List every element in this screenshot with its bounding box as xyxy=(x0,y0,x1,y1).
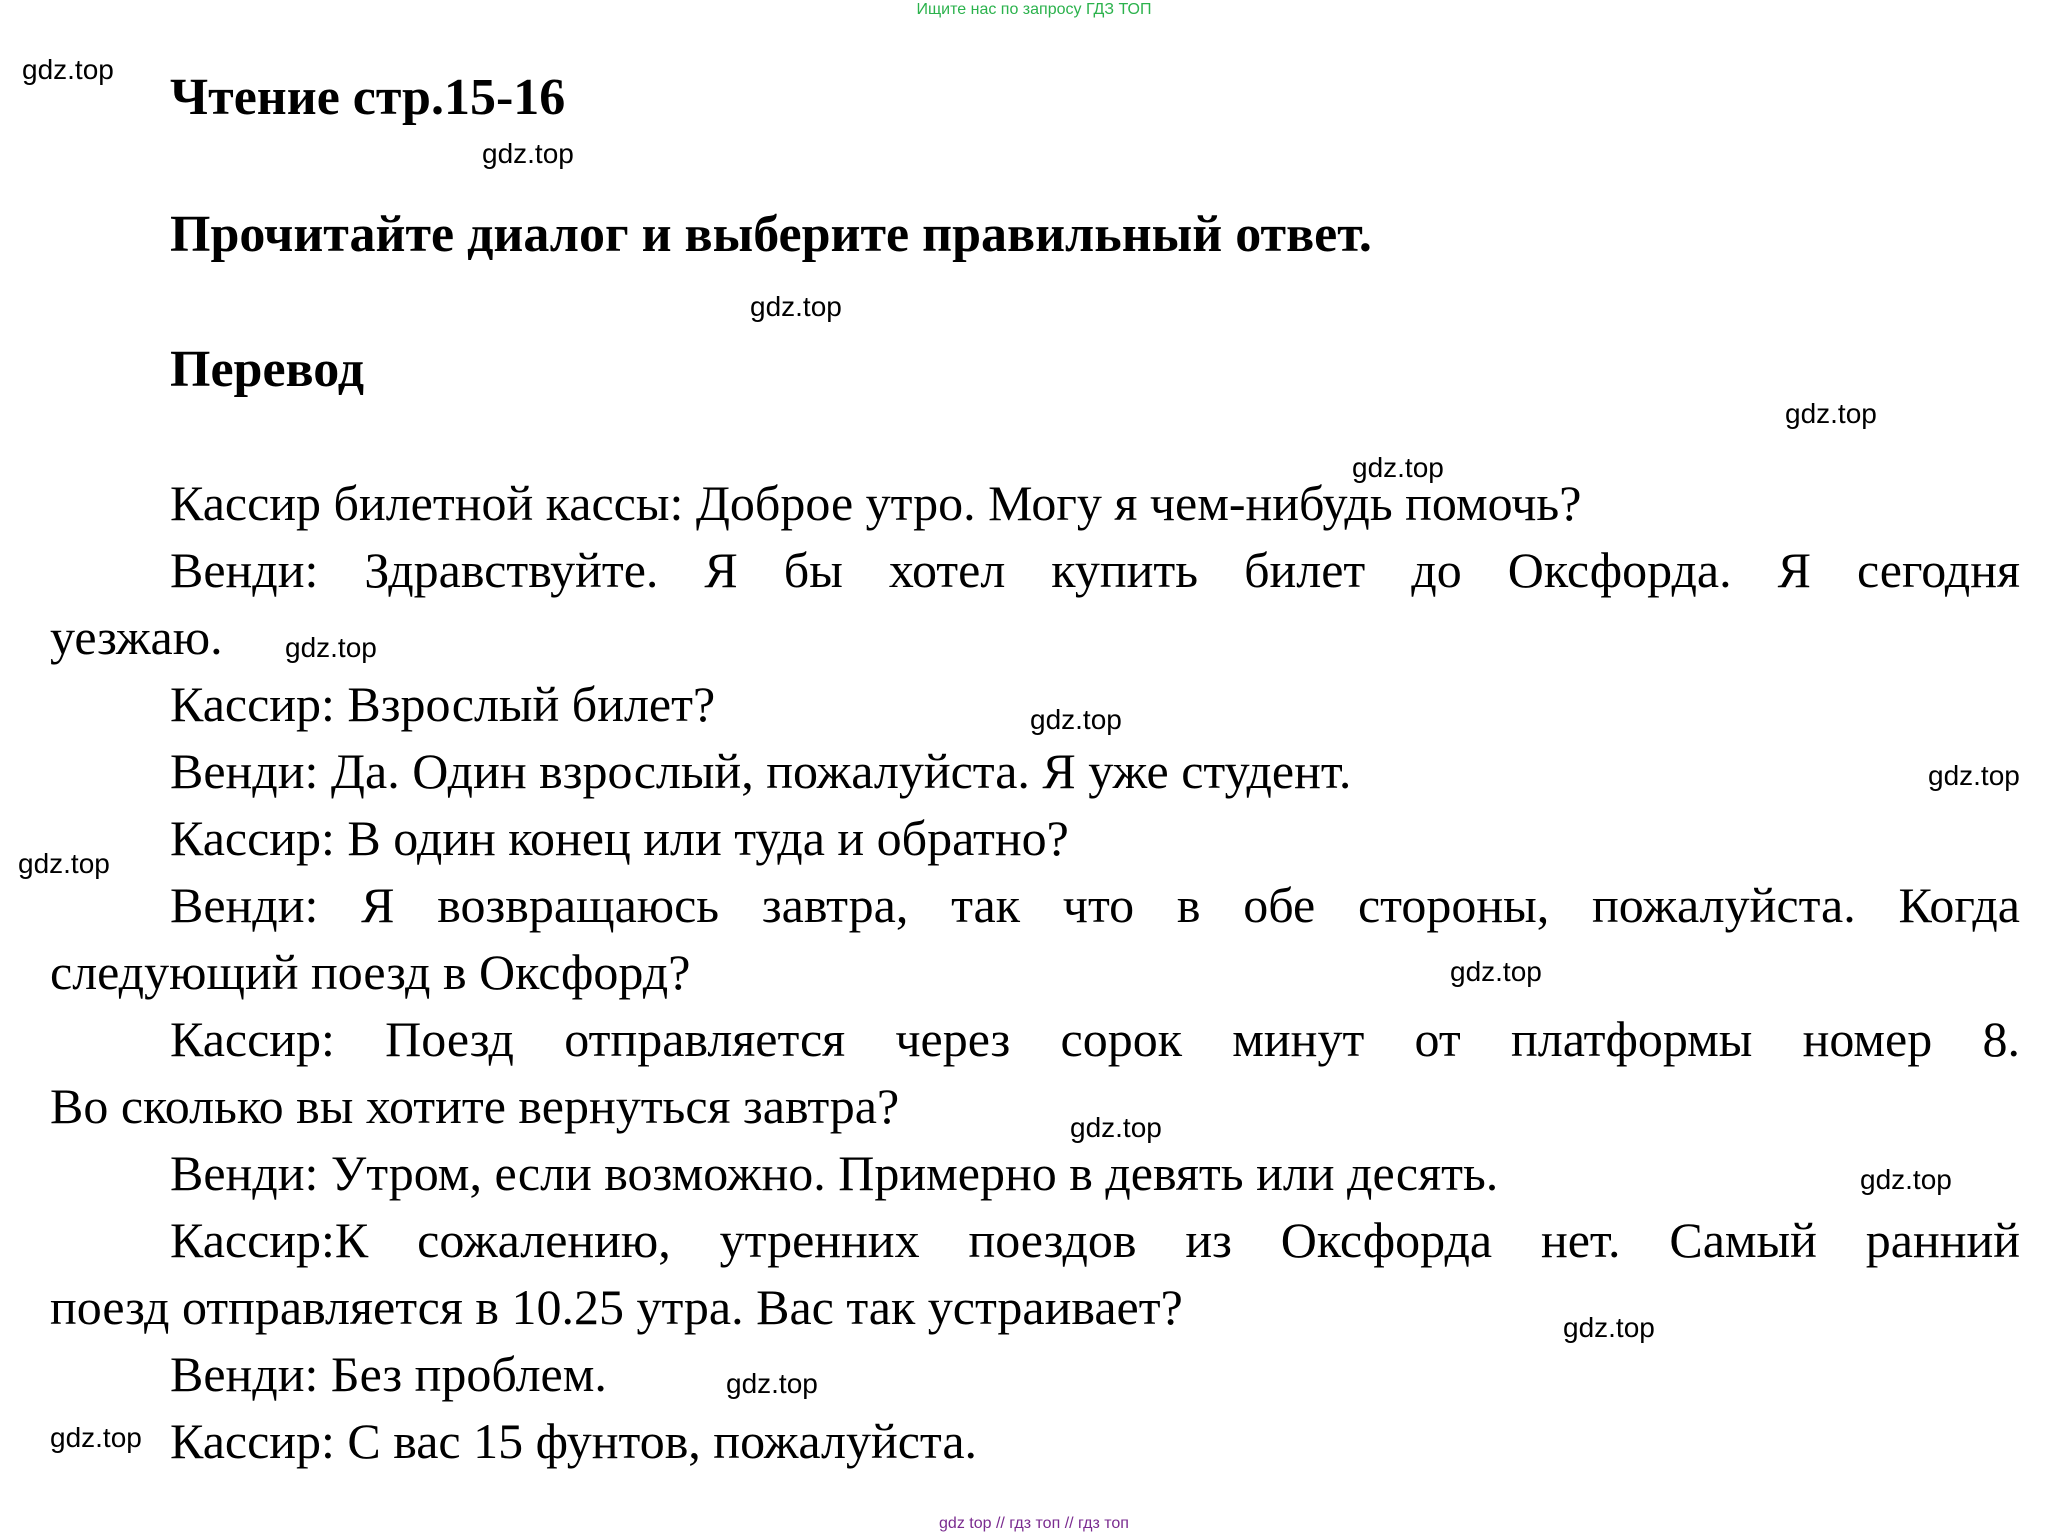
watermark: gdz.top xyxy=(1785,398,1877,429)
watermark: gdz.top xyxy=(1070,1112,1162,1143)
footer-links: gdz top // гдз топ // гдз топ xyxy=(939,1515,1129,1532)
watermark: gdz.top xyxy=(1563,1312,1655,1343)
dialog-line: Кассир: В один конец или туда и обратно? xyxy=(170,810,1069,866)
watermark: gdz.top xyxy=(1352,452,1444,483)
watermark: gdz.top xyxy=(1030,704,1122,735)
dialog-text xyxy=(50,470,2020,1475)
dialog-line: Кассир: С вас 15 фунтов, пожалуйста. xyxy=(170,1413,978,1469)
dialog-line: Венди: Я возвращаюсь завтра, так что в обе стороны, пожалуйста. Когда xyxy=(170,877,2020,933)
dialog-line: Венди: Да. Один взрослый, пожалуйста. Я уже студент. xyxy=(170,743,1352,799)
watermark: gdz.top xyxy=(22,54,114,85)
dialog-line: Кассир: Поезд отправляется через сорок минут от платформы номер 8. xyxy=(170,1011,2020,1067)
page-title: Чтение стр.15-16 xyxy=(170,69,566,126)
watermark: gdz.top xyxy=(285,632,377,663)
watermark: gdz.top xyxy=(1928,760,2020,791)
watermark: gdz.top xyxy=(750,291,842,322)
dialog-line: Кассир билетной кассы: Доброе утро. Могу я чем-нибудь помочь? xyxy=(170,475,1582,531)
dialog-line: Венди: Здравствуйте. Я бы хотел купить билет до Оксфорда. Я сегодня xyxy=(170,542,2020,598)
watermark: gdz.top xyxy=(50,1422,142,1453)
dialog-line: поезд отправляется в 10.25 утра. Вас так устраивает? xyxy=(50,1279,1183,1335)
search-banner: Ищите нас по запросу ГДЗ ТОП xyxy=(916,1,1152,18)
dialog-line: Венди: Без проблем. xyxy=(170,1346,607,1402)
instruction-heading: Прочитайте диалог и выберите правильный ответ. xyxy=(170,206,1372,263)
watermark: gdz.top xyxy=(1860,1164,1952,1195)
dialog-line: Кассир:К сожалению, утренних поездов из Оксфорда нет. Самый ранний xyxy=(170,1212,2020,1268)
dialog-line: уезжаю. xyxy=(50,609,223,665)
dialog-line: следующий поезд в Оксфорд? xyxy=(50,944,691,1000)
dialog-line: Кассир: Взрослый билет? xyxy=(170,676,716,732)
watermark: gdz.top xyxy=(18,848,110,879)
watermark: gdz.top xyxy=(1450,956,1542,987)
section-heading: Перевод xyxy=(170,341,365,398)
dialog-line: Венди: Утром, если возможно. Примерно в девять или десять. xyxy=(170,1145,1499,1201)
dialog-line: Во сколько вы хотите вернуться завтра? xyxy=(50,1078,900,1134)
watermark: gdz.top xyxy=(726,1368,818,1399)
watermark: gdz.top xyxy=(482,138,574,169)
